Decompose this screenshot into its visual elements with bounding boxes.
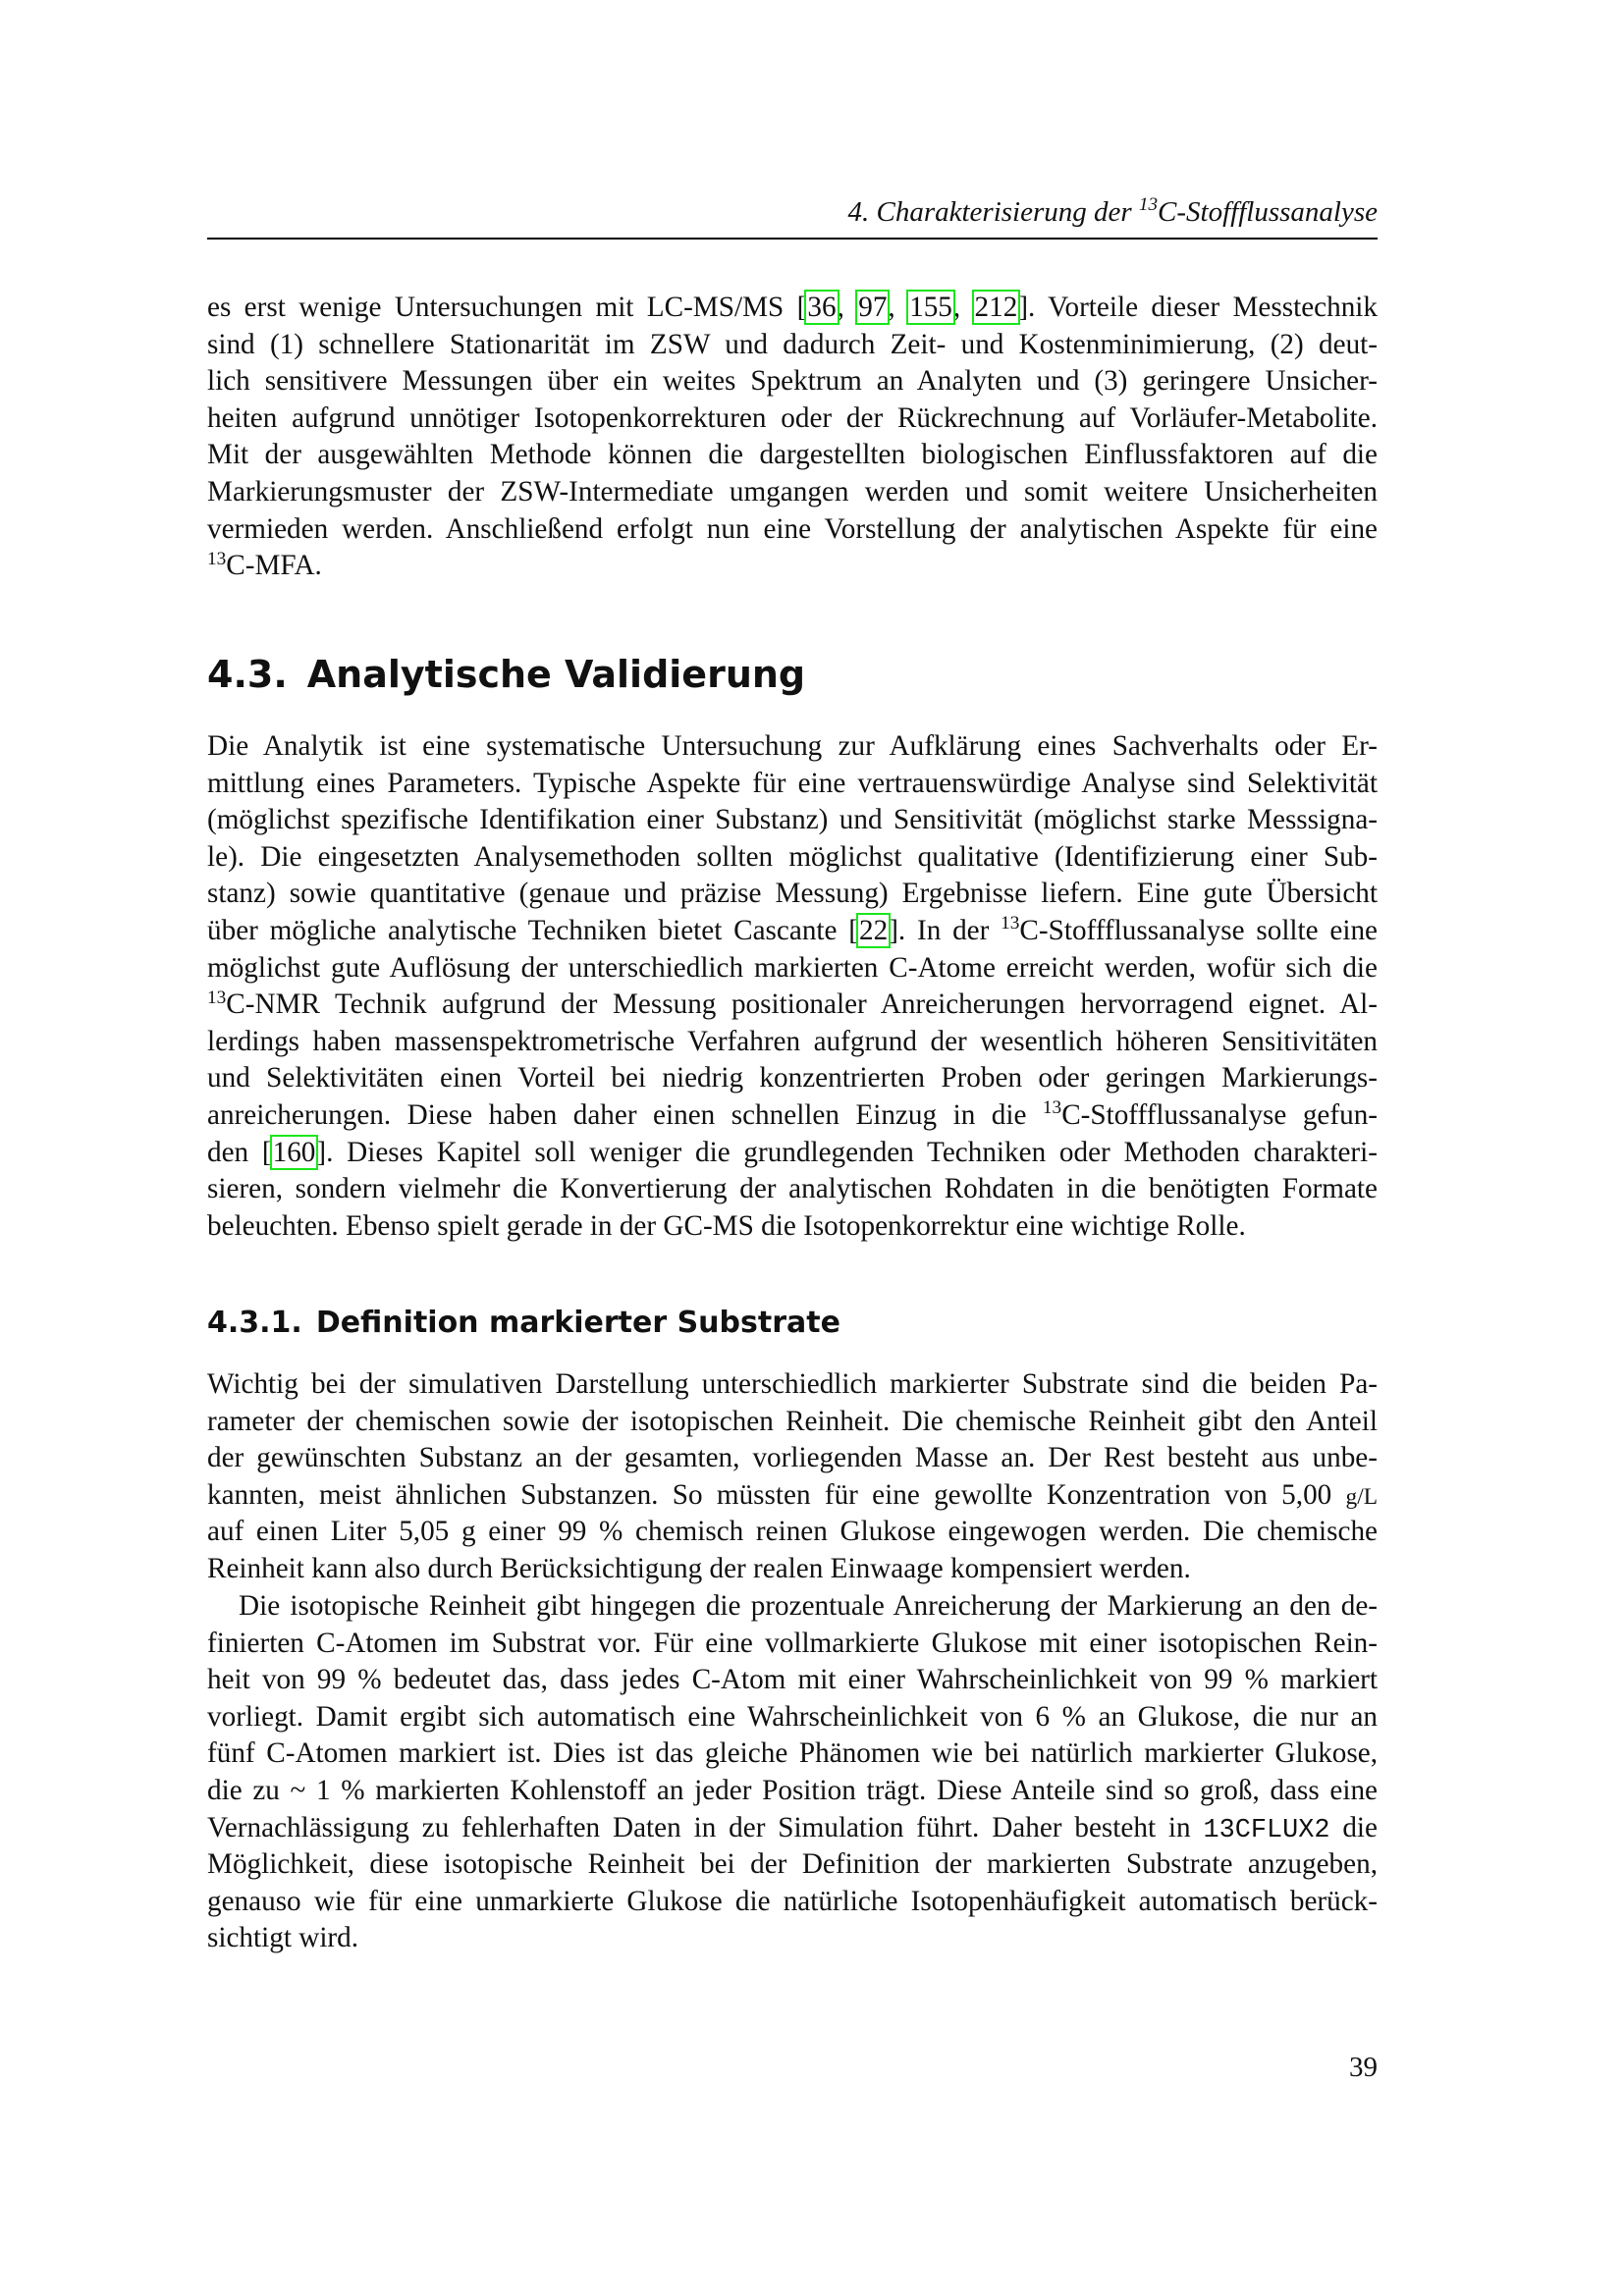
text-line: stanz) sowie quantitative (genaue und präzise Messung) Ergebnisse liefern. Eine gute Übersicht [207,878,1378,910]
paragraph-isotopic-purity [207,1588,1378,1957]
text-line: es erst wenige Untersuchungen mit LC-MS/MS [36, 97, 155, 212]. Vorteile dieser Messtechnik [207,292,1379,323]
text-line: sind (1) schnellere Stationarität im ZSW und dadurch Zeit- und Kostenminimierung, (2) deut- [207,328,1378,360]
text-line: mittlung eines Parameters. Typische Aspekte für eine vertrauenswürdige Analyse sind Selektivität [207,767,1378,799]
text-line: Die isotopische Reinheit gibt hingegen die prozentuale Anreicherung der Markierung an den de- [239,1590,1378,1622]
section-heading: 4.3. Analytische Validierung [207,653,806,696]
text-line: und Selektivitäten einen Vorteil bei niedrig konzentrierten Proben oder geringen Markierungs- [207,1062,1378,1095]
page-number: 39 [1349,2052,1378,2083]
text-line: die zu ~ 1 % markierten Kohlenstoff an jeder Position trägt. Diese Anteile sind so groß, dass eine [207,1774,1378,1806]
text-line: sichtigt wird. [207,1922,359,1954]
text-line: lerdings haben massenspektrometrische Verfahren aufgrund der wesentlich höheren Sensitivitäten [207,1025,1378,1057]
paragraph-analytics [207,728,1378,1245]
text-line: genauso wie für eine unmarkierte Glukose die natürliche Isotopenhäufigkeit automatisch berück- [207,1885,1378,1917]
text-line: anreicherungen. Diese haben daher einen schnellen Einzug in die $^{13}$C-Stoffflussanalyse gefun- [207,1097,1379,1131]
text-line: sieren, sondern vielmehr die Konvertierung der analytischen Rohdaten in die benötigten Formate [207,1173,1378,1205]
text-line: Vernachlässigung zu fehlerhaften Daten in der Simulation führt. Daher besteht in 13CFLUX2 die [207,1811,1378,1845]
text-line: fünf C-Atomen markiert ist. Dies ist das gleiche Phänomen wie bei natürlich markierter Glukose, [207,1737,1378,1770]
text-line: Möglichkeit, diese isotopische Reinheit bei der Definition der markierten Substrate anzugeben, [207,1848,1378,1881]
running-header: 4. Charakterisierung der $^{13}$C-Stoffflussanalyse [847,194,1378,228]
text-line: Markierungsmuster der ZSW-Intermediate umgangen werden und somit weitere Unsicherheiten [207,475,1378,507]
text-line: beleuchten. Ebenso spielt gerade in der GC-MS die Isotopenkorrektur eine wichtige Rolle. [207,1209,1246,1242]
text-line: le). Die eingesetzten Analysemethoden sollten möglichst qualitative (Identifizierung einer Sub- [207,840,1378,873]
text-line: möglichst gute Auflösung der unterschiedlich markierten C-Atome erreicht werden, wofür sich die [207,951,1378,984]
citation-link[interactable]: 97 [858,292,888,323]
text-line: auf einen Liter 5,05 g einer 99 % chemisch reinen Glukose eingewogen werden. Die chemische [207,1516,1378,1548]
paragraph-chemical-purity [207,1366,1378,1588]
text-line: Die Analytik ist eine systematische Untersuchung zur Aufklärung eines Sachverhalts oder Er- [207,730,1378,762]
subsection-heading: 4.3.1. Definition markierter Substrate [207,1306,840,1340]
text-line: (möglichst spezifische Identifikation einer Substanz) und Sensitivität (möglichst starke Messsigna- [207,804,1378,836]
text-line: heiten aufgrund unnötiger Isotopenkorrekturen oder der Rückrechnung auf Vorläufer-Metabolite. [207,401,1378,434]
citation-link[interactable]: 212 [974,292,1018,323]
text-line: heit von 99 % bedeutet das, dass jedes C-Atom mit einer Wahrscheinlichkeit von 99 % markiert [207,1664,1378,1696]
text-line: kannten, meist ähnlichen Substanzen. So müssten für eine gewollte Konzentration von 5,00 g/L [207,1478,1378,1511]
text-line: vorliegt. Damit ergibt sich automatisch eine Wahrscheinlichkeit von 6 % an Glukose, die nur an [207,1700,1378,1733]
text-line: $^{13}$C-MFA. [207,548,322,582]
text-line: Wichtig bei der simulativen Darstellung unterschiedlich markierter Substrate sind die beiden Pa- [207,1368,1378,1400]
text-line: der gewünschten Substanz an der gesamten, vorliegenden Masse an. Der Rest besteht aus unbe- [207,1442,1378,1474]
citation-link[interactable]: 36 [807,292,837,323]
citation-link[interactable]: 22 [859,914,889,946]
text-line: den [160]. Dieses Kapitel soll weniger die grundlegenden Techniken oder Methoden charakteri- [207,1136,1378,1168]
text-line: rameter der chemischen sowie der isotopischen Reinheit. Die chemische Reinheit gibt den Anteil [207,1405,1378,1437]
citation-link[interactable]: 155 [909,292,952,323]
text-line: vermieden werden. Anschließend erfolgt nun eine Vorstellung der analytischen Aspekte für eine [207,512,1378,545]
text-line: $^{13}$C-NMR Technik aufgrund der Messung positionaler Anreicherungen hervorragend eignet. Al- [207,987,1378,1021]
header-rule [207,238,1378,240]
text-line: Reinheit kann also durch Berücksichtigung der realen Einwaage kompensiert werden. [207,1552,1191,1584]
text-line: lich sensitivere Messungen über ein weites Spektrum an Analyten und (3) geringere Unsicher- [207,365,1378,398]
text-line: über mögliche analytische Techniken bietet Cascante [22]. In der $^{13}$C-Stoffflussanalyse sollte eine [207,913,1379,946]
text-line: Mit der ausgewählten Methode können die dargestellten biologischen Einflussfaktoren auf die [207,439,1378,471]
paragraph-intro [207,290,1378,585]
unit-label: g/L [1345,1483,1378,1510]
text-line: finierten C-Atomen im Substrat vor. Für eine vollmarkierte Glukose mit einer isotopischen Rein- [207,1627,1378,1659]
citation-link[interactable]: 160 [272,1136,316,1168]
software-name: 13CFLUX2 [1203,1815,1330,1845]
